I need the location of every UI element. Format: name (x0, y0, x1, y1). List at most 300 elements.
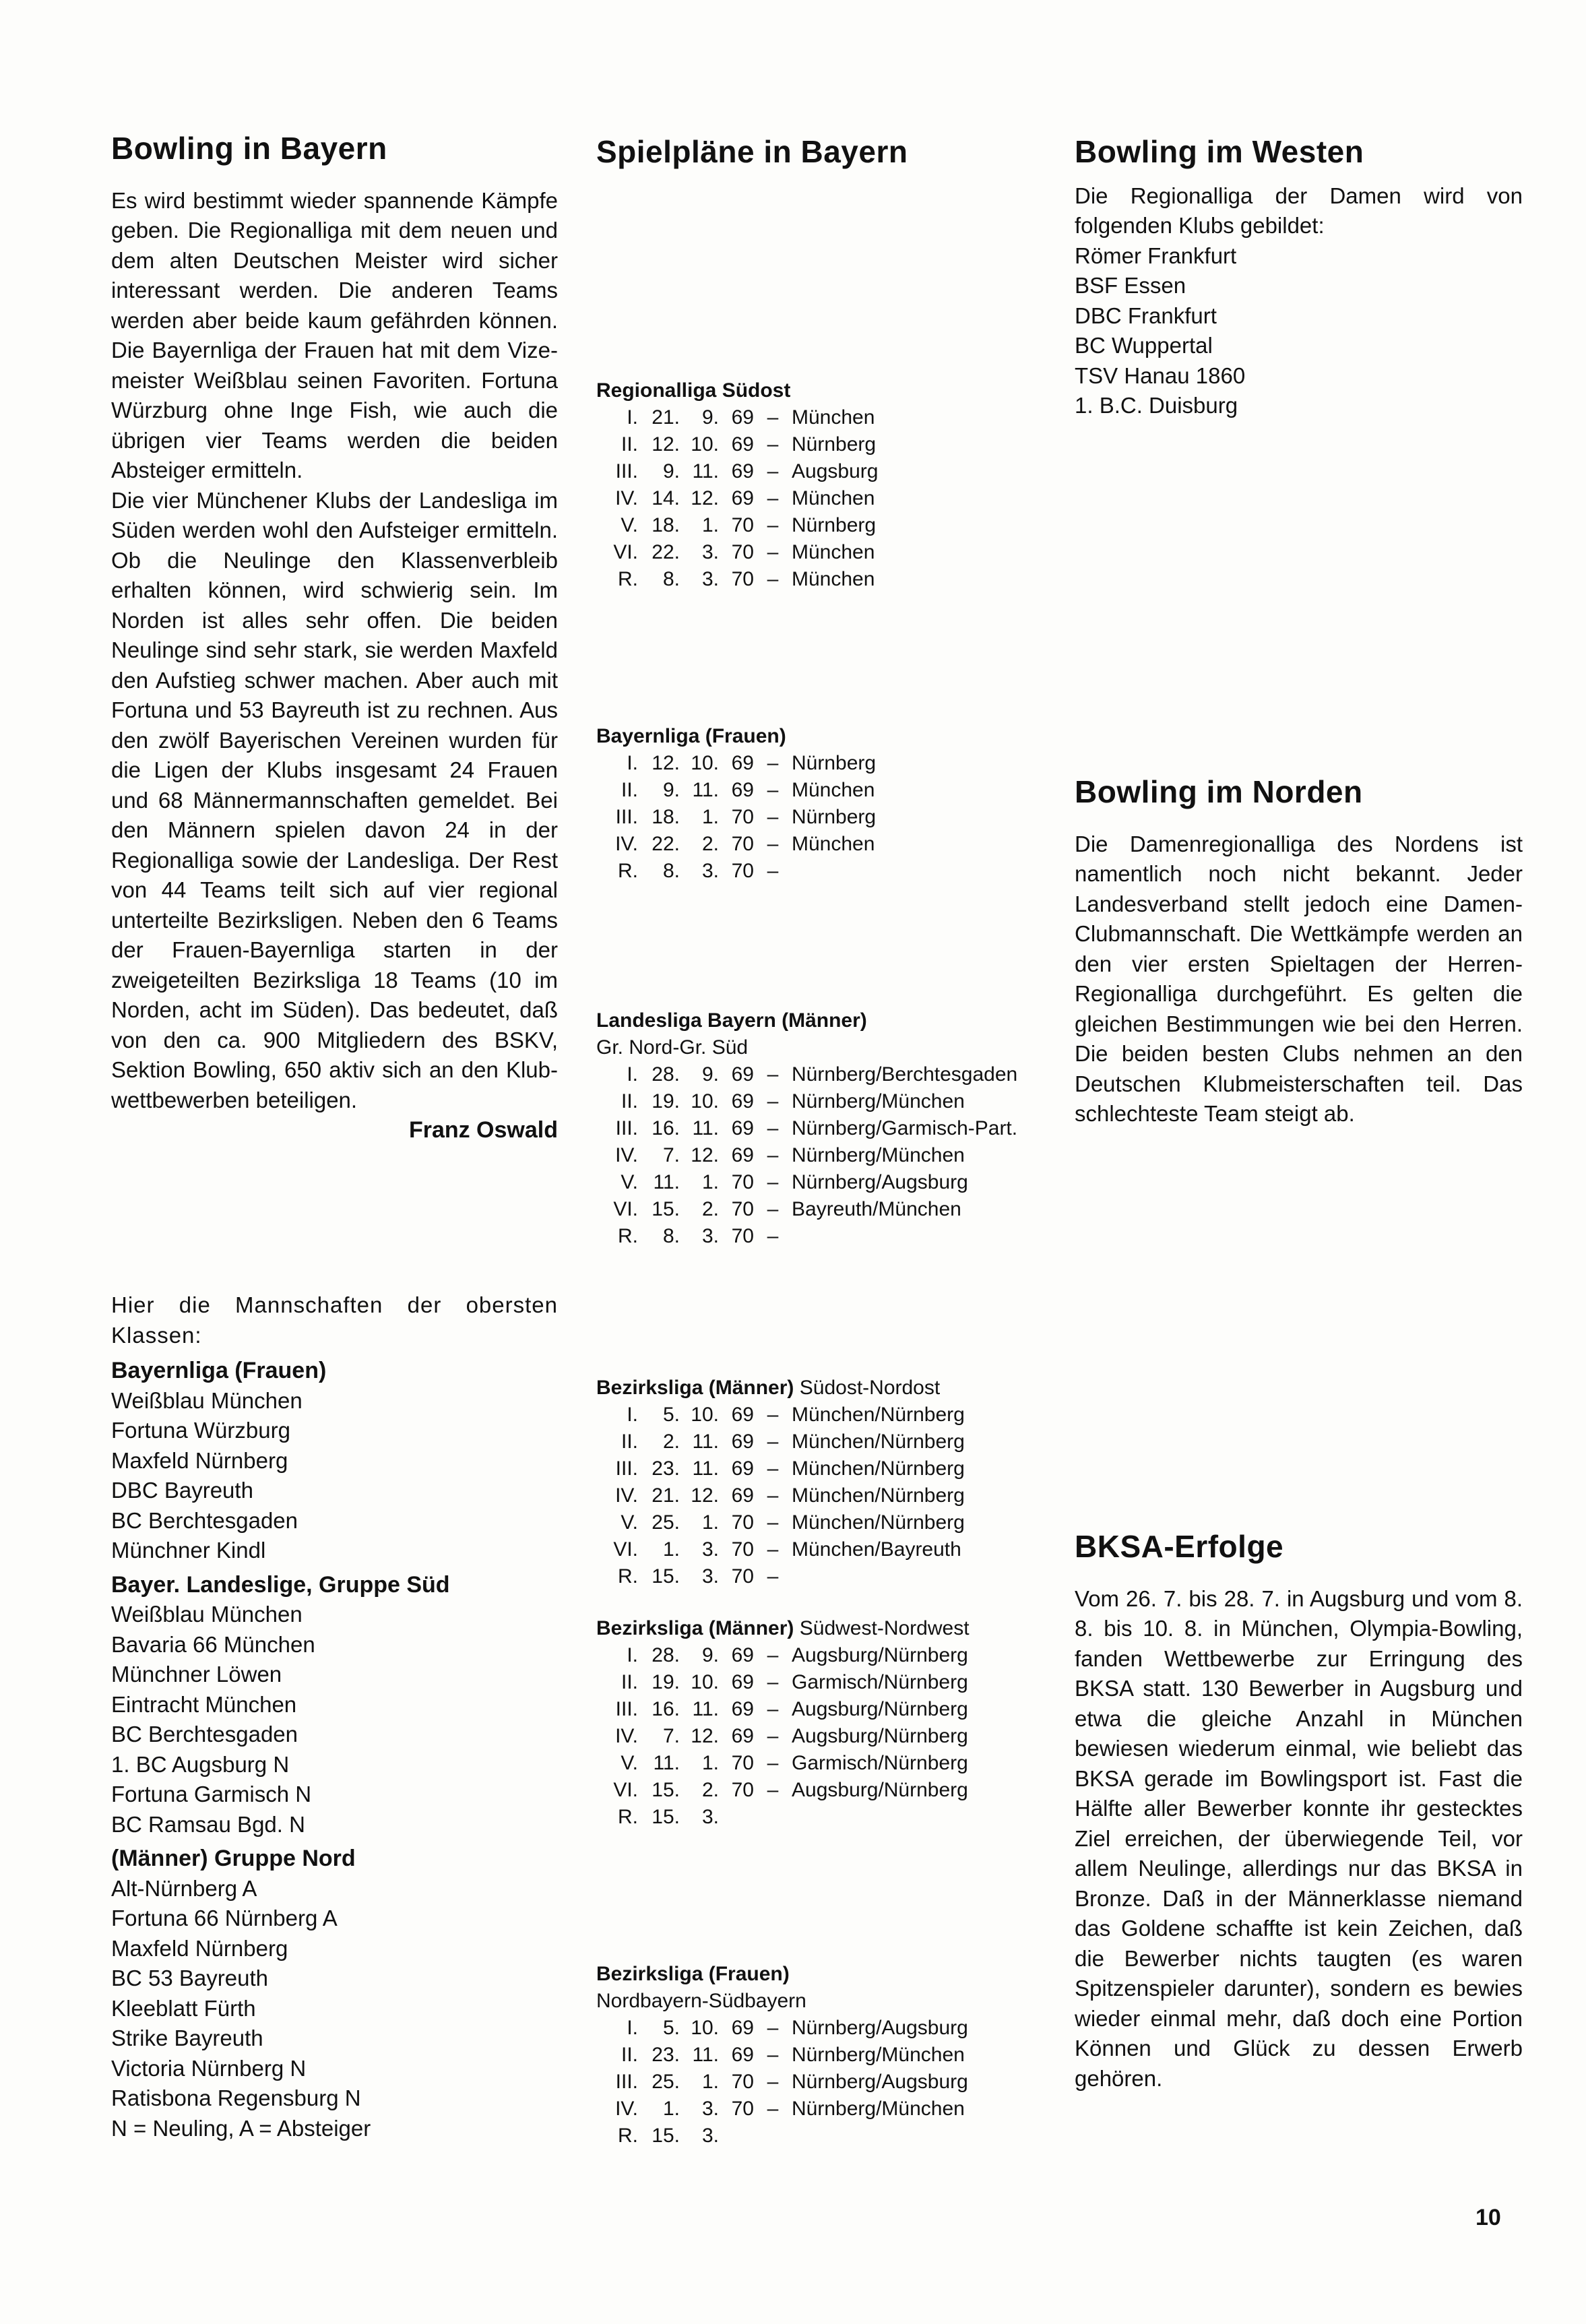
match-month: 12. (691, 1144, 719, 1166)
team-item: Münchner Kindl (111, 1538, 266, 1563)
schedule-row (596, 458, 878, 485)
separator: – (767, 1538, 779, 1561)
schedule-block (596, 1375, 1054, 1590)
match-year: 69 (731, 1644, 754, 1666)
schedule-league: Bayernliga (Frauen) (596, 725, 786, 747)
match-month: 11. (692, 460, 719, 482)
match-month: 9. (701, 406, 719, 429)
round-number: IV. (615, 2098, 638, 2120)
match-month: 11. (692, 1698, 719, 1720)
schedule-block (596, 1961, 1054, 2149)
separator: – (767, 833, 779, 855)
team-item: BC 53 Bayreuth (111, 1966, 268, 1990)
match-day: 25. (652, 2071, 680, 2093)
round-number: II. (621, 433, 638, 456)
schedule-title (596, 1007, 1054, 1034)
separator: – (767, 433, 779, 456)
schedule-title (596, 723, 1054, 750)
article-title: Bowling im Norden (1075, 774, 1363, 809)
separator: – (767, 1779, 779, 1801)
team-item: Maxfeld Nürnberg (111, 1935, 288, 1961)
venue: Nürnberg (792, 806, 877, 828)
match-day: 15. (652, 1779, 680, 1801)
match-year: 70 (731, 2071, 754, 2093)
article-paragraph: Die Regionalliga der Damen wird von folgenden Klubs gebildet: (1075, 183, 1523, 239)
club-item: BC Wuppertal (1075, 333, 1213, 358)
separator: – (767, 779, 779, 801)
club-item: 1. B.C. Duisburg (1075, 393, 1238, 418)
separator: – (767, 1457, 779, 1480)
separator: – (767, 1511, 779, 1534)
separator: – (767, 1431, 779, 1453)
match-year: 70 (731, 806, 754, 828)
team-item: Ratisbona Regensburg N (111, 2085, 361, 2110)
venue (792, 1223, 1017, 1250)
teams-intro: Hier die Mannschaften der obersten Klassen: (111, 1292, 558, 1348)
schedule-row (596, 1777, 968, 1804)
article-paragraph: Es wird bestimmt wieder spannende Kämpfe geben. Die Regionalliga mit dem neuen und dem alten Deutschen Meister wird sicher interessant werden. Die anderen Teams werden aber beide kaum gefährden können. Die Bayernliga der Frauen hat mit dem Vizemeister Weißblau seinen Favoriten. Fortuna Würzburg ohne Inge Fish, wie auch die übrigen vier Teams werden die beiden Absteiger ermitteln. (111, 187, 558, 483)
schedule-table (596, 2015, 968, 2149)
venue: München (792, 779, 875, 801)
venue: München/Nürnberg (792, 1404, 965, 1426)
venue: Nürnberg/München (792, 1090, 965, 1112)
separator: – (767, 1671, 779, 1693)
round-number: I. (627, 752, 638, 774)
schedule-title (596, 1615, 1054, 1642)
schedule-row (596, 1088, 1017, 1115)
match-year: 70 (731, 1171, 754, 1193)
separator: – (767, 1698, 779, 1720)
match-day: 16. (652, 1117, 680, 1139)
schedule-league: Bezirksliga (Männer) (596, 1377, 794, 1399)
venue (792, 858, 876, 885)
separator: – (767, 1117, 779, 1139)
schedule-row (596, 512, 878, 539)
team-list (111, 1386, 558, 1566)
separator: – (767, 1752, 779, 1774)
schedule-row (596, 539, 878, 566)
team-item: Kleeblatt Fürth (111, 1995, 256, 2021)
match-year: 69 (731, 752, 754, 774)
schedule-league: Bezirksliga (Frauen) (596, 1963, 790, 1985)
venue: München/Bayreuth (792, 1538, 961, 1561)
team-item: Münchner Löwen (111, 1662, 282, 1687)
schedule-row (596, 2015, 968, 2042)
article-bowling-im-westen (1075, 135, 1523, 421)
match-year: 69 (731, 460, 754, 482)
team-item: Weißblau München (111, 1602, 303, 1627)
match-day: 15. (652, 2125, 680, 2147)
venue: München (792, 487, 875, 509)
match-month: 1. (701, 514, 719, 536)
match-year: 70 (731, 1225, 754, 1247)
schedule-subtitle: Gr. Nord-Gr. Süd (596, 1036, 749, 1059)
venue (792, 1563, 965, 1590)
separator: – (767, 806, 779, 828)
round-number: V. (621, 1511, 638, 1534)
round-number: IV. (615, 1144, 638, 1166)
article-title: Bowling in Bayern (111, 131, 387, 166)
match-year: 70 (731, 1565, 754, 1588)
round-number: VI. (613, 1198, 638, 1220)
team-item: Fortuna 66 Nürnberg A (111, 1906, 338, 1930)
article-paragraph: Vom 26. 7. bis 28. 7. in Augsburg und vom 8. 8. bis 10. 8. in München, Olympia-Bowling, fanden Wettbewerbe zur Erringung des BKSA statt. 130 Bewerber in Augsburg und etwa die gleiche Anzahl in München bewiesen wiederum einmal, wie beliebt das BKSA gerade im Bowlingsport ist. Fast die Hälfte aller Bewerber konnte ihr gestecktes Ziel erreichen, der überwiegende Teil, vor allem Neulinge, allerdings nur das BKSA in Bronze. Daß in der Männerklasse niemand das Goldene schaffte ist kein Zeichen, daß die Bewerber nichts taugten (es waren Spitzenspieler darunter), sondern es bewies wieder einmal mehr, daß doch eine Portion Können und Glück zu dessen Erwerb gehören. (1075, 1585, 1523, 2091)
round-number: I. (627, 406, 638, 429)
match-month: 10. (691, 1404, 719, 1426)
round-number: R. (618, 2125, 638, 2147)
article-paragraph: Die Damenregionalliga des Nordens ist namentlich noch nicht bekannt. Jeder Landesverband stellt jedoch eine Damen-Clubmannschaft. Die Wettkämpfe werden an den vier ersten Spieltagen der Herren-Regionalliga durchgeführt. Es gelten die gleichen Bestimmungen wie bei den Herren. Die beiden besten Clubs nehmen an den Deutschen Klubmeisterschaften teil. Das schlechteste Team steigt ab. (1075, 831, 1523, 1127)
match-year: 70 (731, 1511, 754, 1534)
round-number: III. (615, 806, 638, 828)
match-day: 23. (652, 1457, 680, 1480)
team-group-title: Bayer. Landeslige, Gruppe Süd (111, 1571, 450, 1598)
team-group (111, 1570, 558, 1840)
separator: – (767, 1644, 779, 1666)
match-year: 70 (731, 1779, 754, 1801)
separator: – (767, 1198, 779, 1220)
venue: Garmisch/Nürnberg (792, 1752, 968, 1774)
separator: – (767, 2044, 779, 2066)
match-month: 3. (701, 1565, 719, 1588)
schedule-row (596, 2123, 968, 2149)
team-item: Alt-Nürnberg A (111, 1875, 257, 1901)
team-group-title: (Männer) Gruppe Nord (111, 1846, 356, 1871)
schedule-league: Landesliga Bayern (Männer) (596, 1009, 867, 1032)
schedule-row (596, 1563, 965, 1590)
match-month: 3. (701, 2125, 719, 2147)
schedule-title (596, 377, 1054, 404)
separator: – (767, 487, 779, 509)
schedule-row (596, 404, 878, 431)
round-number: V. (621, 514, 638, 536)
match-day: 22. (652, 541, 680, 563)
match-day: 28. (652, 1644, 680, 1666)
venue: München (792, 568, 875, 590)
separator: – (767, 1404, 779, 1426)
match-month: 11. (692, 1431, 719, 1453)
schedule-table (596, 750, 876, 885)
venue (792, 1804, 968, 1831)
venue: Nürnberg/Augsburg (792, 1171, 968, 1193)
match-day: 18. (652, 514, 680, 536)
team-item: Maxfeld Nürnberg (111, 1447, 288, 1473)
round-number: I. (627, 1063, 638, 1086)
team-item: Fortuna Würzburg (111, 1418, 290, 1443)
match-day: 12. (652, 752, 680, 774)
schedule-league: Bezirksliga (Männer) (596, 1617, 794, 1639)
match-year: 69 (731, 433, 754, 456)
separator: – (767, 406, 779, 429)
article-bksa-erfolge (1075, 1530, 1523, 2094)
venue: Nürnberg/Augsburg (792, 2071, 968, 2093)
match-month: 1. (701, 2071, 719, 2093)
separator: – (767, 1171, 779, 1193)
round-number: II. (621, 2044, 638, 2066)
round-number: VI. (613, 1538, 638, 1561)
match-day: 9. (662, 460, 680, 482)
venue: Nürnberg/München (792, 2044, 965, 2066)
club-item: BSF Essen (1075, 273, 1186, 299)
separator: – (767, 1725, 779, 1747)
match-month: 1. (701, 1171, 719, 1193)
schedule-row (596, 804, 876, 831)
match-day: 15. (652, 1198, 680, 1220)
team-item: Victoria Nürnberg N (111, 2055, 307, 2081)
round-number: II. (621, 1090, 638, 1112)
separator: – (767, 460, 779, 482)
schedule-row (596, 1402, 965, 1428)
match-month: 10. (691, 752, 719, 774)
match-month: 3. (701, 1538, 719, 1561)
separator: – (767, 752, 779, 774)
match-day: 12. (652, 433, 680, 456)
schedule-region: Südost-Nordost (799, 1377, 941, 1399)
match-day: 2. (662, 1431, 680, 1453)
match-month: 3. (701, 1225, 719, 1247)
venue: Nürnberg/München (792, 2098, 965, 2120)
round-number: V. (621, 1171, 638, 1193)
separator: – (767, 2098, 779, 2120)
round-number: IV. (615, 1484, 638, 1507)
match-year: 69 (731, 1063, 754, 1086)
venue: München/Nürnberg (792, 1431, 965, 1453)
match-day: 28. (652, 1063, 680, 1086)
venue: München (792, 406, 875, 429)
venue: Augsburg/Nürnberg (792, 1725, 968, 1747)
match-year: 70 (731, 1198, 754, 1220)
match-month: 12. (691, 487, 719, 509)
match-year: 69 (731, 779, 754, 801)
venue: München (792, 541, 875, 563)
match-month: 10. (691, 1671, 719, 1693)
match-year: 69 (731, 1725, 754, 1747)
venue: München (792, 833, 875, 855)
match-year: 69 (731, 487, 754, 509)
schedule-row (596, 2096, 968, 2123)
match-year: 69 (731, 2044, 754, 2066)
team-list (111, 1600, 558, 1840)
article-bowling-in-bayern (111, 131, 558, 1145)
match-month: 11. (692, 2044, 719, 2066)
match-month: 9. (701, 1063, 719, 1086)
club-list (1075, 241, 1523, 421)
team-group (111, 1844, 558, 2114)
schedule-region: Südwest-Nordwest (799, 1617, 970, 1639)
match-day: 18. (652, 806, 680, 828)
separator: – (767, 1565, 779, 1588)
match-year (719, 2123, 754, 2149)
round-number: V. (621, 1752, 638, 1774)
match-year: 69 (731, 1144, 754, 1166)
round-number: II. (621, 1671, 638, 1693)
team-item: BC Ramsau Bgd. N (111, 1811, 305, 1837)
match-day: 21. (652, 1484, 680, 1507)
separator (754, 2123, 792, 2149)
match-month: 11. (692, 1457, 719, 1480)
schedule-row (596, 1536, 965, 1563)
match-year: 69 (731, 1671, 754, 1693)
match-year: 70 (731, 541, 754, 563)
legend-text: N = Neuling, A = Absteiger (111, 2115, 371, 2141)
round-number: III. (615, 1457, 638, 1480)
venue: Augsburg (792, 460, 879, 482)
team-item: Strike Bayreuth (111, 2025, 263, 2050)
match-year: 70 (731, 2098, 754, 2120)
match-month: 10. (691, 433, 719, 456)
team-group (111, 1356, 558, 1566)
venue: Augsburg/Nürnberg (792, 1698, 968, 1720)
match-year: 70 (731, 860, 754, 882)
round-number: IV. (615, 487, 638, 509)
separator: – (767, 2071, 779, 2093)
venue: Augsburg/Nürnberg (792, 1644, 968, 1666)
round-number: R. (618, 860, 638, 882)
match-day: 7. (662, 1725, 680, 1747)
match-year: 70 (731, 833, 754, 855)
venue: München/Nürnberg (792, 1457, 965, 1480)
match-month: 1. (701, 1752, 719, 1774)
schedule-row (596, 1723, 968, 1750)
venue: Nürnberg/München (792, 1144, 965, 1166)
separator: – (767, 1090, 779, 1112)
schedule-row (596, 1642, 968, 1669)
round-number: IV. (615, 833, 638, 855)
schedule-title (596, 1961, 1054, 1988)
match-day: 5. (662, 1404, 680, 1426)
round-number: R. (618, 568, 638, 590)
club-item: Römer Frankfurt (1075, 243, 1237, 268)
team-item: Fortuna Garmisch N (111, 1782, 312, 1807)
schedule-table (596, 404, 878, 593)
schedule-row (596, 1669, 968, 1696)
match-day: 15. (652, 1806, 680, 1828)
match-year: 69 (731, 1698, 754, 1720)
match-month: 11. (692, 1117, 719, 1139)
round-number: R. (618, 1565, 638, 1588)
team-item: BC Berchtesgaden (111, 1722, 298, 1747)
separator: – (767, 860, 779, 882)
schedule-row (596, 750, 876, 777)
match-month: 3. (701, 860, 719, 882)
schedule-row (596, 566, 878, 593)
match-day: 14. (652, 487, 680, 509)
match-day: 16. (652, 1698, 680, 1720)
venue: München/Nürnberg (792, 1484, 965, 1507)
article-title: Bowling im Westen (1075, 134, 1364, 169)
schedule-table (596, 1642, 968, 1831)
schedule-row (596, 485, 878, 512)
match-day: 11. (653, 1171, 680, 1193)
schedule-row (596, 1061, 1017, 1088)
schedule-table (596, 1402, 965, 1590)
match-year: 69 (731, 1431, 754, 1453)
round-number: III. (615, 1117, 638, 1139)
separator (754, 1804, 792, 1831)
match-year: 70 (731, 568, 754, 590)
venue (792, 2123, 968, 2149)
match-month: 2. (701, 833, 719, 855)
match-day: 1. (662, 1538, 680, 1561)
match-day: 1. (662, 2098, 680, 2120)
team-item: Bavaria 66 München (111, 1631, 315, 1657)
round-number: VI. (613, 1779, 638, 1801)
match-year: 69 (731, 1457, 754, 1480)
round-number: R. (618, 1225, 638, 1247)
match-year: 70 (731, 514, 754, 536)
schedule-row (596, 1804, 968, 1831)
separator: – (767, 514, 779, 536)
venue: Garmisch/Nürnberg (792, 1671, 968, 1693)
match-day: 7. (662, 1144, 680, 1166)
club-item: DBC Frankfurt (1075, 303, 1217, 328)
schedule-row (596, 777, 876, 804)
round-number: II. (621, 1431, 638, 1453)
match-day: 8. (662, 1225, 680, 1247)
schedule-block (596, 723, 1054, 885)
round-number: I. (627, 1404, 638, 1426)
round-number: I. (627, 2017, 638, 2039)
match-month: 3. (701, 541, 719, 563)
match-month: 11. (692, 779, 719, 801)
schedule-row (596, 1696, 968, 1723)
match-month: 9. (701, 1644, 719, 1666)
match-month: 3. (701, 1806, 719, 1828)
match-month: 3. (701, 568, 719, 590)
match-month: 1. (701, 1511, 719, 1534)
schedule-row (596, 1223, 1017, 1250)
match-day: 15. (652, 1565, 680, 1588)
round-number: II. (621, 779, 638, 801)
schedule-title (596, 1375, 1054, 1402)
schedule-table (596, 1061, 1017, 1250)
match-year: 69 (731, 406, 754, 429)
match-month: 10. (691, 1090, 719, 1112)
schedule-block (596, 1007, 1054, 1250)
match-month: 12. (691, 1484, 719, 1507)
match-year: 69 (731, 1404, 754, 1426)
venue: Nürnberg (792, 752, 877, 774)
schedule-block (596, 377, 1054, 593)
schedule-row (596, 2042, 968, 2069)
schedule-row (596, 1115, 1017, 1142)
separator: – (767, 1144, 779, 1166)
match-day: 11. (653, 1752, 680, 1774)
article-paragraph: Die vier Münchener Klubs der Landesliga im Süden werden wohl den Aufsteiger ermitteln. Ob die Neulinge den Klassenverbleib erhalten können, wird schwierig sein. Im Norden ist alles sehr offen. Die beiden Neulinge sind sehr stark, sie werden Maxfeld den Aufstieg schwer machen. Aber auch mit Fortuna und 53 Bayreuth ist zu rechnen. Aus den zwölf Bayerischen Vereinen wurden für die Ligen der Klubs insgesamt 24 Frauen und 68 Männermannschaften gemeldet. Bei den Männern spielen davon 24 in der Regionalliga sowie der Landesliga. Der Rest von 44 Teams teilt sich auf vier regional unterteilte Bezirksligen. Neben den 6 Teams der Frauen-Bayernliga starten in der zweigeteilten Bezirksliga 18 Teams (10 im Norden, acht im Süden). Das bedeutet, daß von den ca. 900 Mitgliedern des BSKV, Sektion Bowling, 650 aktiv sich an den Klubwettbewerben beteiligen. (111, 487, 558, 1112)
match-day: 8. (662, 568, 680, 590)
match-day: 9. (662, 779, 680, 801)
round-number: III. (615, 2071, 638, 2093)
schedule-row (596, 1169, 1017, 1196)
schedule-row (596, 1428, 965, 1455)
match-month: 2. (701, 1779, 719, 1801)
venue: Nürnberg (792, 514, 877, 536)
team-item: Eintracht München (111, 1691, 297, 1717)
venue: Bayreuth/München (792, 1198, 961, 1220)
match-day: 25. (652, 1511, 680, 1534)
page-number: 10 (1476, 2205, 1501, 2230)
schedule-row (596, 2069, 968, 2096)
team-lists (111, 1290, 558, 2143)
match-month: 3. (701, 2098, 719, 2120)
club-item: TSV Hanau 1860 (1075, 363, 1246, 388)
match-month: 12. (691, 1725, 719, 1747)
round-number: III. (615, 460, 638, 482)
team-item: DBC Bayreuth (111, 1478, 253, 1503)
separator: – (767, 541, 779, 563)
separator: – (767, 1225, 779, 1247)
match-month: 10. (691, 2017, 719, 2039)
match-day: 23. (652, 2044, 680, 2066)
